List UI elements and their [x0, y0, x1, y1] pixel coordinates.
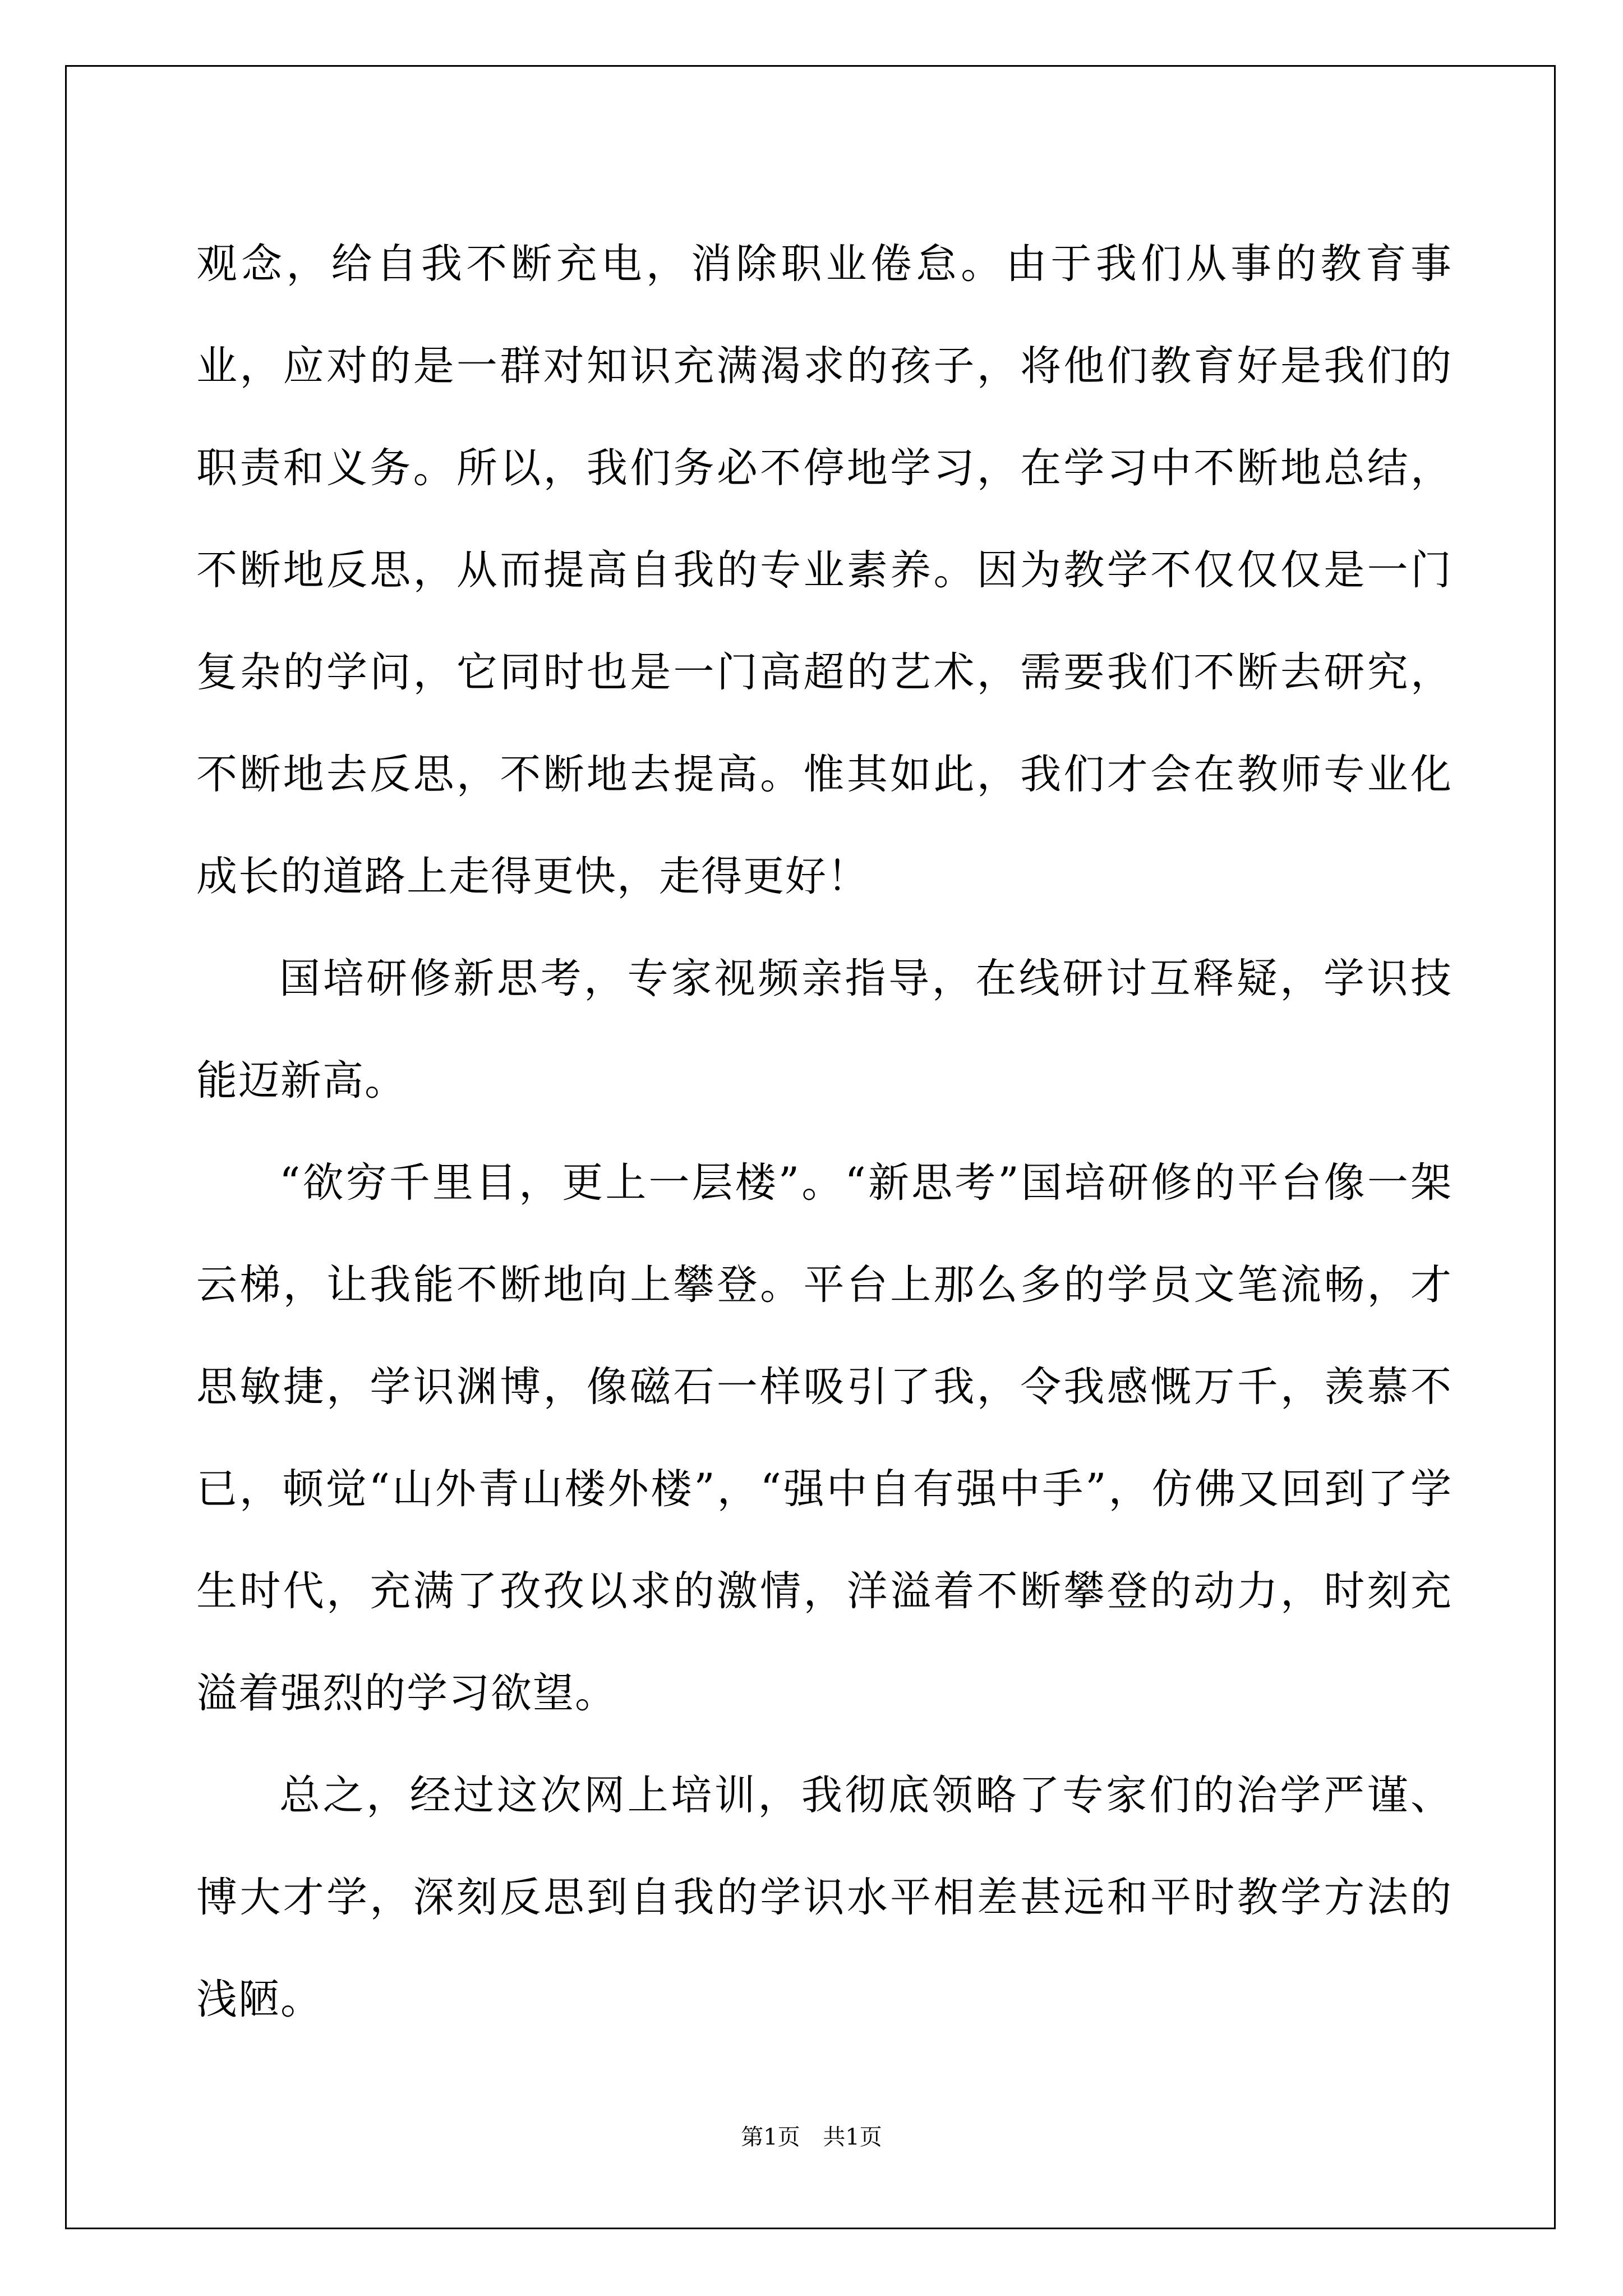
- page-footer: [0, 2123, 1623, 2151]
- paragraph-4: 总之，经过这次网上培训，我彻底领略了专家们的治学严谨、博大才学，深刻反思到自我的学识水平相差甚远和平时教学方法的浅陋。: [196, 1772, 1453, 2023]
- page-total: 共1页: [823, 2124, 882, 2150]
- paragraph-3: “欲穷千里目，更上一层楼”。“新思考”国培研修的平台像一架云梯，让我能不断地向上攀登。平台上那么多的学员文笔流畅，才思敏捷，学识渊博，像磁石一样吸引了我，令我感慨万千，羡慕不已，顿觉“山外青山楼外楼”，“强中自有强中手”，仿佛又回到了学生时代，充满了孜孜以求的激情，洋溢着不断攀登的动力，时刻充溢着强烈的学习欲望。: [196, 1159, 1453, 1717]
- paragraph-2: 国培研修新思考，专家视频亲指导，在线研讨互释疑，学识技能迈新高。: [196, 955, 1453, 1105]
- page-number: 第1页: [741, 2124, 800, 2150]
- document-body: [196, 213, 1453, 2051]
- paragraph-1: 观念，给自我不断充电，消除职业倦怠。由于我们从事的教育事业，应对的是一群对知识充满渴求的孩子，将他们教育好是我们的职责和义务。所以，我们务必不停地学习，在学习中不断地总结，不断地反思，从而提高自我的专业素养。因为教学不仅仅仅是一门复杂的学问，它同时也是一门高超的艺术，需要我们不断去研究，不断地去反思，不断地去提高。惟其如此，我们才会在教师专业化成长的道路上走得更快，走得更好！: [196, 240, 1453, 900]
